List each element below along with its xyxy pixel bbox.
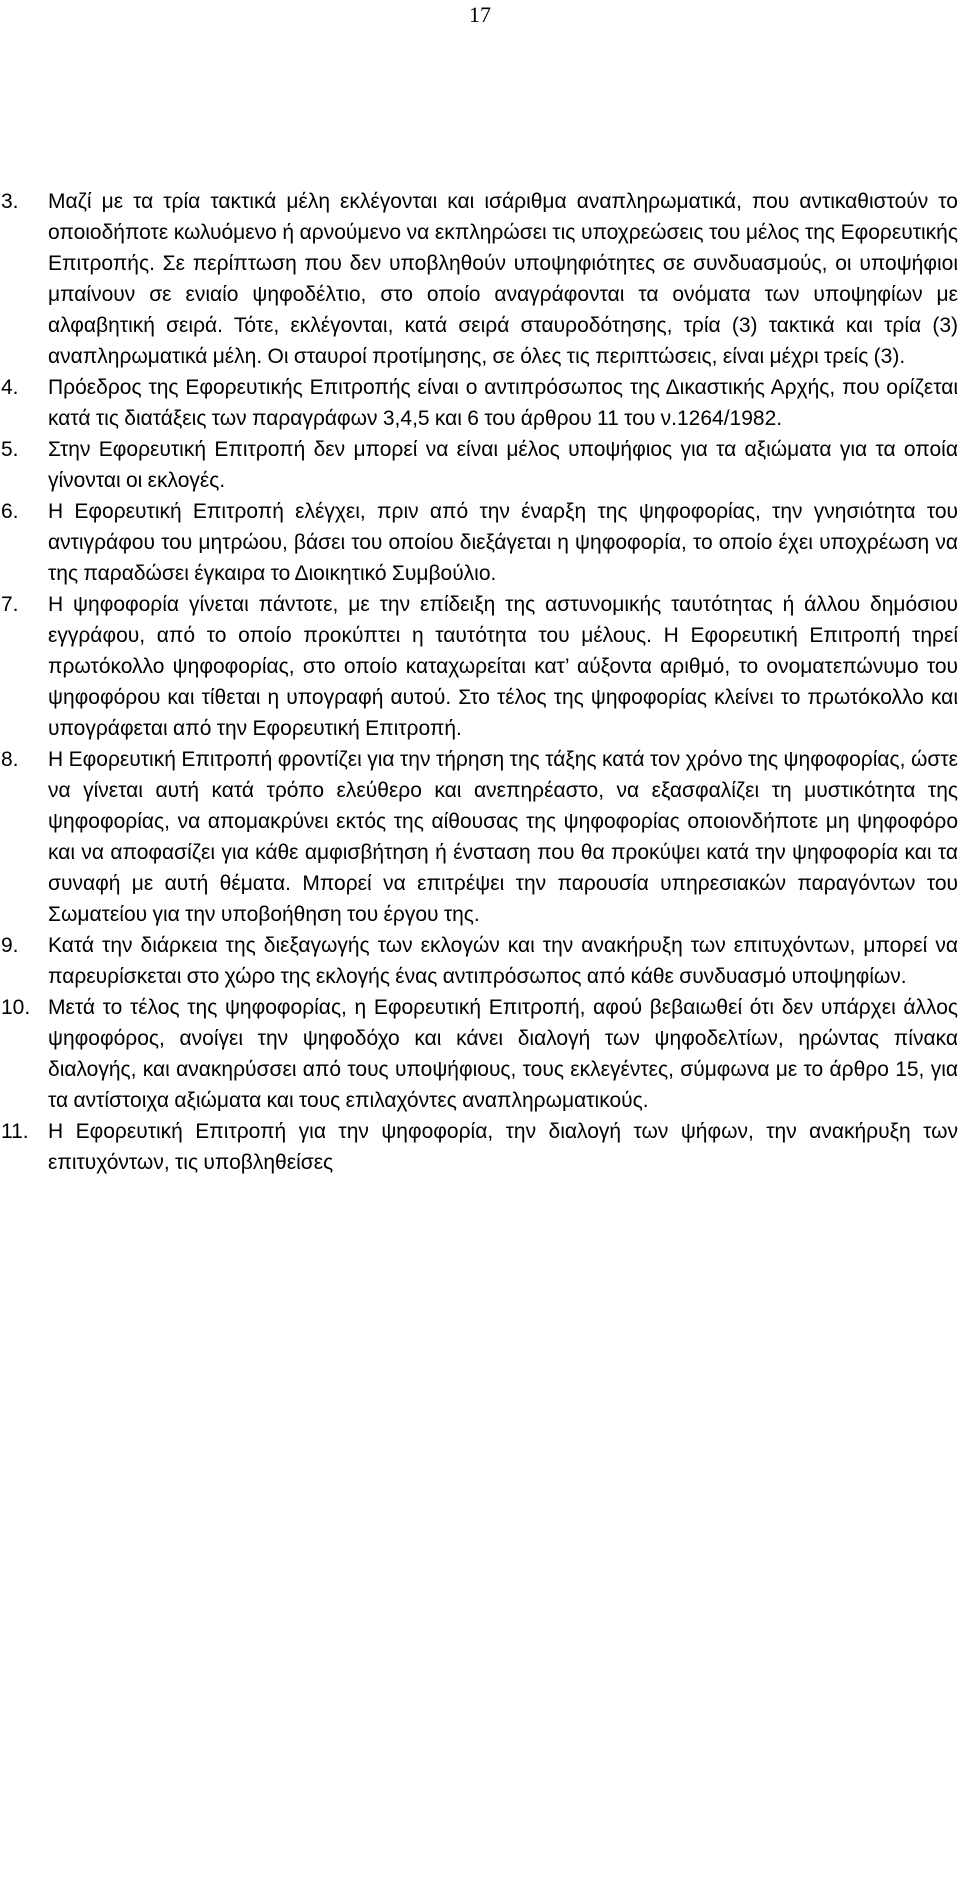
- item-text: Κατά την διάρκεια της διεξαγωγής των εκλογών και την ανακήρυξη των επιτυχόντων, μπορεί να παρευρίσκεται στο χώρο της εκλογής ένας αντιπρόσωπος από κάθε συνδυασμό υποψηφίων.: [48, 934, 958, 988]
- item-number: 5.: [1, 438, 19, 461]
- page-number: 17: [469, 2, 491, 27]
- item-text: Μετά το τέλος της ψηφοφορίας, η Εφορευτική Επιτροπή, αφού βεβαιωθεί ότι δεν υπάρχει άλλος ψηφοφόρος, ανοίγει την ψηφοδόχο και κάνει διαλογή των ψηφοδελτίων, ηρώντας πίνακα διαλογής, και ανακηρύσσει από τους υποψήφιους, τους εκλεγέντες, σύμφωνα με το άρθρο 15, για τα αντίστοιχα αξιώματα και τους επιλαχόντες αναπληρωματικούς.: [48, 996, 958, 1112]
- item-text: Στην Εφορευτική Επιτροπή δεν μπορεί να είναι μέλος υποψήφιος για τα αξιώματα για τα οποία γίνονται οι εκλογές.: [48, 438, 958, 492]
- list-item: [0, 186, 960, 372]
- list-item: [0, 589, 960, 744]
- list-item: [0, 992, 960, 1116]
- item-text: Η Εφορευτική Επιτροπή φροντίζει για την τήρηση της τάξης κατά τον χρόνο της ψηφοφορίας, ώστε να γίνεται αυτή κατά τρόπο ελεύθερο και ανεπηρέαστο, να εξασφαλίζει τη μυστικότητα της ψηφοφορίας, να απομακρύνει εκτός της αίθουσας της ψηφοφορίας οποιονδήποτε μη ψηφοφόρο και να αποφασίζει για κάθε αμφισβήτηση ή ένσταση που θα προκύψει κατά την ψηφοφορία και τα συναφή με αυτή θέματα. Μπορεί να επιτρέψει την παρουσία υπηρεσιακών παραγόντων του Σωματείου για την υποβοήθηση του έργου της.: [48, 748, 958, 926]
- item-number: 8.: [1, 748, 19, 771]
- item-number: 3.: [1, 190, 19, 213]
- list-item: [0, 496, 960, 589]
- item-number: 11.: [1, 1120, 29, 1143]
- item-number: 7.: [1, 593, 19, 616]
- item-text: Πρόεδρος της Εφορευτικής Επιτροπής είναι ο αντιπρόσωπος της Δικαστικής Αρχής, που ορίζεται κατά τις διατάξεις των παραγράφων 3,4,5 και 6 του άρθρου 11 του ν.1264/1982.: [48, 376, 958, 430]
- item-text: Μαζί με τα τρία τακτικά μέλη εκλέγονται και ισάριθμα αναπληρωματικά, που αντικαθιστούν το οποιοδήποτε κωλυόμενο ή αρνούμενο να εκπληρώσει τις υποχρεώσεις του μέλος της Εφορευτικής Επιτροπής. Σε περίπτωση που δεν υποβληθούν υποψηφιότητες σε συνδυασμούς, οι υποψήφιοι μπαίνουν σε ενιαίο ψηφοδέλτιο, στο οποίο αναγράφονται τα ονόματα των υποψηφίων με αλφαβητική σειρά. Τότε, εκλέγονται, κατά σειρά σταυροδότησης, τρία (3) τακτικά και τρία (3) αναπληρωματικά μέλη. Οι σταυροί προτίμησης, σε όλες τις περιπτώσεις, είναι μέχρι τρείς (3).: [48, 190, 958, 368]
- item-text: Η Εφορευτική Επιτροπή ελέγχει, πριν από την έναρξη της ψηφοφορίας, την γνησιότητα του αντιγράφου του μητρώου, βάσει του οποίου διεξάγεται η ψηφοφορία, το οποίο έχει υποχρέωση να της παραδώσει έγκαιρα το Διοικητικό Συμβούλιο.: [48, 500, 958, 585]
- list-item: [0, 434, 960, 496]
- list-item: [0, 372, 960, 434]
- item-number: 10.: [1, 996, 31, 1019]
- item-number: 6.: [1, 500, 19, 523]
- item-number: 4.: [1, 376, 19, 399]
- item-text: Η Εφορευτική Επιτροπή για την ψηφοφορία, την διαλογή των ψήφων, την ανακήρυξη των επιτυχόντων, τις υποβληθείσες: [48, 1120, 958, 1174]
- list-item: [0, 1116, 960, 1178]
- item-text: Η ψηφοφορία γίνεται πάντοτε, με την επίδειξη της αστυνομικής ταυτότητας ή άλλου δημόσιου εγγράφου, από το οποίο προκύπτει η ταυτότητα του μέλους. Η Εφορευτική Επιτροπή τηρεί πρωτόκολλο ψηφοφορίας, στο οποίο καταχωρείται κατ’ αύξοντα αριθμό, το ονοματεπώνυμο του ψηφοφόρου και τίθεται η υπογραφή αυτού. Στο τέλος της ψηφοφορίας κλείνει το πρωτόκολλο και υπογράφεται από την Εφορευτική Επιτροπή.: [48, 593, 958, 740]
- list-item: [0, 744, 960, 930]
- list-item: [0, 930, 960, 992]
- item-number: 9.: [1, 934, 19, 957]
- numbered-list: [0, 186, 960, 1178]
